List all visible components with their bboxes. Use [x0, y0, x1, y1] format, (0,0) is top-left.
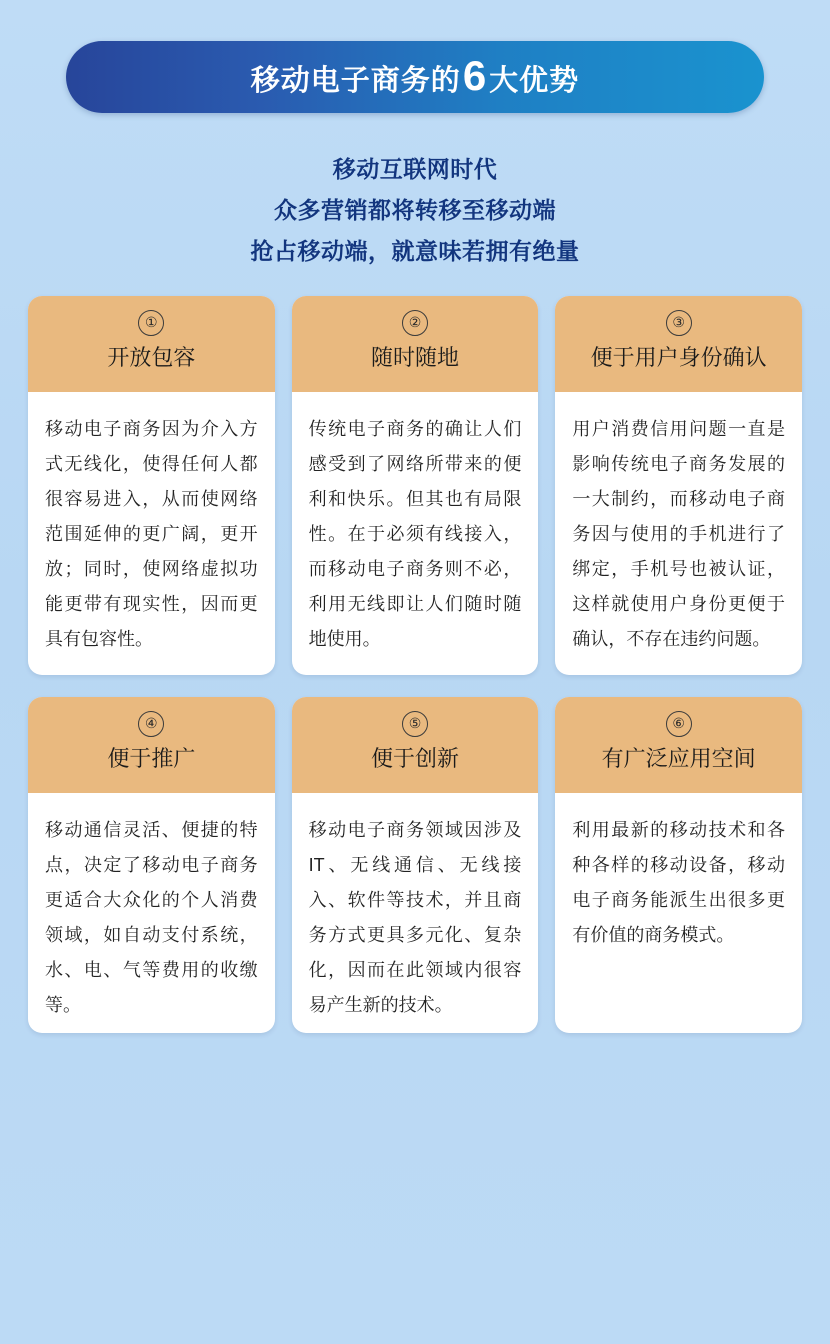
card-body-6: 利用最新的移动技术和各种各样的移动设备，移动电子商务能派生出很多更有价值的商务模式。	[572, 820, 785, 945]
card-title-3: 便于用户身份确认	[590, 345, 767, 370]
title-text	[250, 52, 580, 99]
card-body-1: 移动电子商务因为介入方式无线化，使得任何人都很容易进入，从而使网络范围延伸的更广阔，更开放；同时，使网络虚拟功能更带有现实性，因而更具有包容性。	[45, 419, 258, 649]
title-banner	[66, 41, 764, 113]
advantage-card-3	[555, 296, 802, 675]
card-title-6: 有广泛应用空间	[601, 746, 756, 771]
subheading-line-1: 移动互联网时代	[332, 156, 498, 182]
card-header-1	[28, 296, 275, 392]
card-number-4: ④	[138, 711, 164, 737]
card-header-6	[555, 697, 802, 793]
card-number-3: ③	[666, 310, 692, 336]
card-header-4	[28, 697, 275, 793]
card-header-2	[292, 296, 539, 392]
advantage-card-6	[555, 697, 802, 1033]
card-body-5: 移动电子商务领域因涉及IT、无线通信、无线接入、软件等技术，并且商务方式更具多元化、复杂化，因而在此领域内很容易产生新的技术。	[308, 820, 522, 1015]
advantage-card-2	[292, 296, 539, 675]
title-big-number: 6	[462, 52, 488, 99]
card-title-2: 随时随地	[370, 345, 459, 370]
card-body-4: 移动通信灵活、便捷的特点，决定了移动电子商务更适合大众化的个人消费领域，如自动支付系统，水、电、气等费用的收缴等。	[45, 820, 258, 1015]
title-text-after: 大优势	[489, 65, 580, 97]
subheading-line-3: 抢占移动端，就意味若拥有绝量	[250, 238, 580, 264]
card-number-5: ⑤	[402, 711, 428, 737]
title-text-before: 移动电子商务的	[250, 65, 461, 97]
card-number-6: ⑥	[666, 711, 692, 737]
card-title-4: 便于推广	[107, 746, 196, 771]
subheading-block	[0, 149, 830, 272]
title-banner-container	[0, 0, 830, 113]
card-number-2: ②	[402, 310, 428, 336]
subheading-line-2: 众多营销都将转移至移动端	[274, 197, 556, 223]
card-header-3	[555, 296, 802, 392]
card-title-5: 便于创新	[370, 746, 459, 771]
advantage-card-grid	[28, 296, 802, 1033]
card-number-1: ①	[138, 310, 164, 336]
card-header-5	[292, 697, 539, 793]
advantage-card-4	[28, 697, 275, 1033]
card-body-3: 用户消费信用问题一直是影响传统电子商务发展的一大制约，而移动电子商务因与使用的手机进行了绑定，手机号也被认证，这样就使用户身份更便于确认，不存在违约问题。	[572, 419, 785, 649]
advantage-card-5	[292, 697, 539, 1033]
card-body-2: 传统电子商务的确让人们感受到了网络所带来的便利和快乐。但其也有局限性。在于必须有线接入，而移动电子商务则不必，利用无线即让人们随时随地使用。	[308, 419, 522, 649]
advantage-card-1	[28, 296, 275, 675]
card-title-1: 开放包容	[107, 345, 196, 370]
